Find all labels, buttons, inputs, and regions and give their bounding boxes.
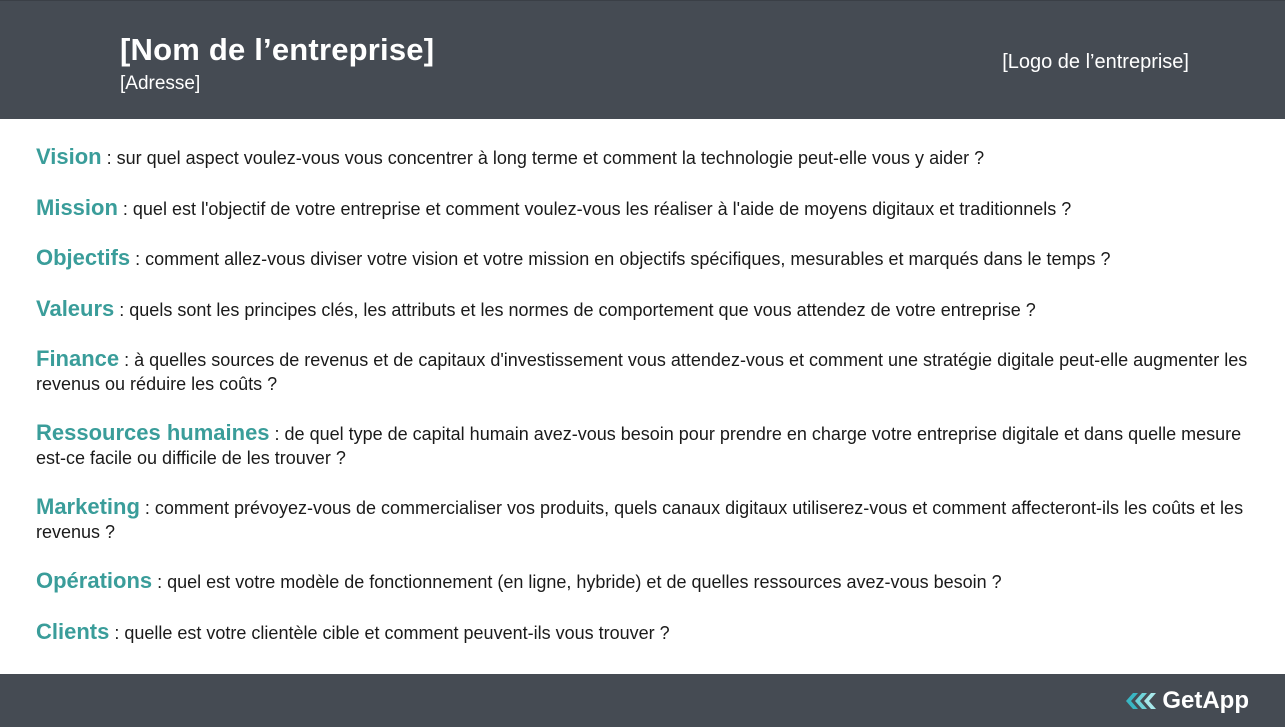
footer-banner	[0, 674, 1285, 727]
item-term: Clients	[36, 618, 110, 644]
company-name: [Nom de l’entreprise]	[120, 32, 435, 67]
getapp-logo-icon	[1126, 691, 1158, 711]
strategy-list	[36, 145, 1251, 670]
list-item	[36, 246, 1251, 272]
list-item	[36, 421, 1251, 470]
item-text: : comment prévoyez-vous de commercialiser vos produits, quels canaux digitaux utiliserez-vous et comment affecteront-ils les coûts et les revenus ?	[36, 498, 1244, 542]
item-text: : quel est votre modèle de fonctionnement (en ligne, hybride) et de quelles ressources avez-vous besoin ?	[152, 572, 1002, 592]
header-banner	[0, 0, 1285, 119]
item-text: : comment allez-vous diviser votre vision et votre mission en objectifs spécifiques, mesurables et marqués dans le temps ?	[130, 249, 1111, 269]
list-item	[36, 495, 1251, 544]
item-term: Mission	[36, 194, 118, 220]
list-item	[36, 196, 1251, 222]
brand-logo	[1126, 687, 1249, 715]
item-term: Opérations	[36, 568, 153, 593]
brand-name: GetApp	[1162, 687, 1249, 714]
item-term: Valeurs	[36, 295, 115, 321]
item-text: : quel est l'objectif de votre entreprise et comment voulez-vous les réaliser à l'aide de moyens digitaux et traditionnels ?	[117, 198, 1072, 219]
item-term: Objectifs	[36, 245, 131, 270]
item-text: : quelle est votre clientèle cible et comment peuvent-ils vous trouver ?	[109, 622, 670, 643]
item-text: : à quelles sources de revenus et de capitaux d'investissement vous attendez-vous et comment une stratégie digitale peut-elle augmenter les revenus ou réduire les coûts ?	[36, 350, 1248, 394]
list-item	[36, 145, 1251, 171]
list-item	[36, 620, 1251, 646]
item-term: Finance	[36, 346, 120, 371]
item-term: Ressources humaines	[36, 420, 270, 445]
item-text: : quels sont les principes clés, les attributs et les normes de comportement que vous attendez de votre entreprise ?	[114, 299, 1036, 320]
list-item	[36, 569, 1251, 595]
company-address: [Adresse]	[120, 73, 201, 94]
item-text: : de quel type de capital humain avez-vous besoin pour prendre en charge votre entreprise digitale et dans quelle mesure est-ce facile ou difficile de les trouver ?	[36, 424, 1242, 468]
item-text: : sur quel aspect voulez-vous vous concentrer à long terme et comment la technologie peut-elle vous y aider ?	[101, 148, 985, 168]
item-term: Marketing	[36, 494, 140, 519]
item-term: Vision	[36, 144, 102, 169]
list-item	[36, 297, 1251, 323]
company-logo-placeholder: [Logo de l’entreprise]	[1002, 51, 1189, 73]
list-item	[36, 347, 1251, 396]
